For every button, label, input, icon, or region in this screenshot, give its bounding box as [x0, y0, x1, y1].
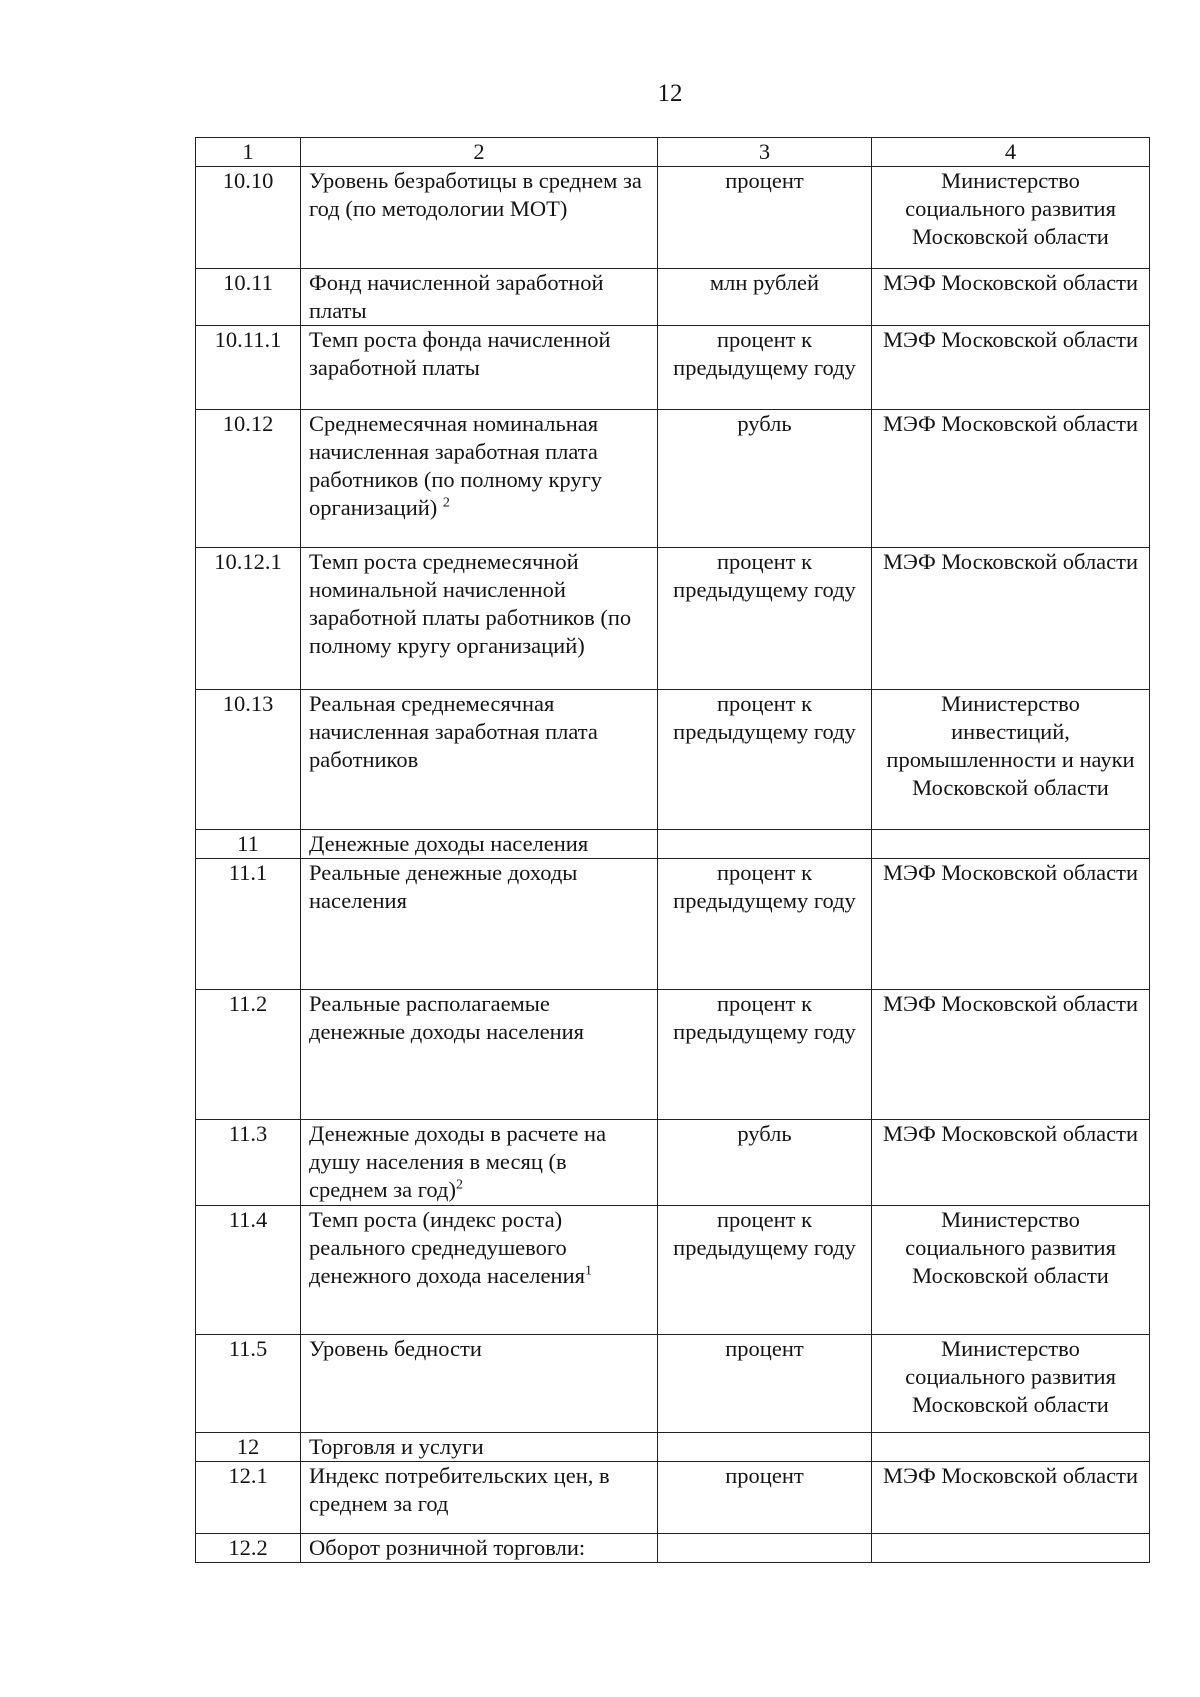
data-source: МЭФ Московской области	[872, 326, 1150, 410]
data-source: Министерство социального развития Московской области	[872, 1206, 1150, 1335]
table-row	[196, 548, 1150, 690]
unit: процент к предыдущему году	[658, 859, 872, 990]
indicator-name: Реальная среднемесячная начисленная заработная плата работников	[301, 690, 658, 830]
data-source: МЭФ Московской области	[872, 269, 1150, 326]
indicator-name: Индекс потребительских цен, в среднем за год	[301, 1462, 658, 1534]
footnote-marker: 1	[584, 1263, 592, 1279]
unit	[658, 1433, 872, 1462]
indicator-name: Темп роста среднемесячной номинальной начисленной заработной платы работников (по полному кругу организаций)	[301, 548, 658, 690]
table-row	[196, 1206, 1150, 1335]
unit: процент к предыдущему году	[658, 690, 872, 830]
data-source: МЭФ Московской области	[872, 548, 1150, 690]
row-number: 11.2	[196, 990, 301, 1120]
row-number: 12.1	[196, 1462, 301, 1534]
indicator-name: Уровень безработицы в среднем за год (по методологии МОТ)	[301, 167, 658, 269]
table-row	[196, 690, 1150, 830]
indicators-table	[195, 137, 1150, 1563]
unit: рубль	[658, 1120, 872, 1206]
row-number: 11.5	[196, 1335, 301, 1433]
indicator-name	[301, 1120, 658, 1206]
unit	[658, 1534, 872, 1563]
table-row	[196, 410, 1150, 548]
data-source: МЭФ Московской области	[872, 1462, 1150, 1534]
indicator-text: Темп роста (индекс роста) реального среднедушевого денежного дохода населения	[309, 1207, 585, 1288]
table-row	[196, 859, 1150, 990]
unit: процент к предыдущему году	[658, 548, 872, 690]
indicator-name: Темп роста фонда начисленной заработной платы	[301, 326, 658, 410]
indicator-name: Фонд начисленной заработной платы	[301, 269, 658, 326]
table-row	[196, 1335, 1150, 1433]
header-col-2: 2	[301, 138, 658, 167]
data-source: Министерство социального развития Московской области	[872, 167, 1150, 269]
row-number: 12	[196, 1433, 301, 1462]
indicator-text: Среднемесячная номинальная начисленная заработная плата работников (по полному кругу организаций)	[309, 411, 603, 520]
indicator-name: Оборот розничной торговли:	[301, 1534, 658, 1563]
section-row	[196, 1433, 1150, 1462]
table-header-row	[196, 138, 1150, 167]
header-col-1: 1	[196, 138, 301, 167]
unit: процент	[658, 167, 872, 269]
indicator-name: Реальные денежные доходы населения	[301, 859, 658, 990]
unit: процент	[658, 1335, 872, 1433]
row-number: 11	[196, 830, 301, 859]
unit: процент к предыдущему году	[658, 1206, 872, 1335]
row-number: 10.12	[196, 410, 301, 548]
unit: рубль	[658, 410, 872, 548]
unit: процент к предыдущему году	[658, 326, 872, 410]
row-number: 11.3	[196, 1120, 301, 1206]
table-row	[196, 1462, 1150, 1534]
table-row	[196, 1120, 1150, 1206]
row-number: 10.10	[196, 167, 301, 269]
data-source: Министерство социального развития Московской области	[872, 1335, 1150, 1433]
data-source: МЭФ Московской области	[872, 1120, 1150, 1206]
row-number: 12.2	[196, 1534, 301, 1563]
table-row	[196, 167, 1150, 269]
data-source: Министерство инвестиций, промышленности и науки Московской области	[872, 690, 1150, 830]
footnote-marker: 2	[442, 495, 450, 511]
unit: процент	[658, 1462, 872, 1534]
data-source: МЭФ Московской области	[872, 410, 1150, 548]
indicator-name: Реальные располагаемые денежные доходы населения	[301, 990, 658, 1120]
data-source	[872, 1433, 1150, 1462]
unit: процент к предыдущему году	[658, 990, 872, 1120]
indicator-name	[301, 410, 658, 548]
data-source: МЭФ Московской области	[872, 990, 1150, 1120]
section-title: Торговля и услуги	[301, 1433, 658, 1462]
data-source: МЭФ Московской области	[872, 859, 1150, 990]
indicator-text: Денежные доходы в расчете на душу населения в месяц (в среднем за год)	[309, 1121, 607, 1202]
header-col-4: 4	[872, 138, 1150, 167]
header-col-3: 3	[658, 138, 872, 167]
indicator-name: Уровень бедности	[301, 1335, 658, 1433]
table-row	[196, 326, 1150, 410]
unit	[658, 830, 872, 859]
footnote-marker: 2	[455, 1177, 463, 1193]
unit: млн рублей	[658, 269, 872, 326]
row-number: 10.13	[196, 690, 301, 830]
row-number: 11.4	[196, 1206, 301, 1335]
section-row	[196, 830, 1150, 859]
row-number: 10.11	[196, 269, 301, 326]
row-number: 10.11.1	[196, 326, 301, 410]
table-row	[196, 990, 1150, 1120]
page-number: 12	[657, 80, 683, 107]
table-row	[196, 269, 1150, 326]
data-source	[872, 1534, 1150, 1563]
section-title: Денежные доходы населения	[301, 830, 658, 859]
table-row	[196, 1534, 1150, 1563]
data-source	[872, 830, 1150, 859]
row-number: 11.1	[196, 859, 301, 990]
indicator-name	[301, 1206, 658, 1335]
row-number: 10.12.1	[196, 548, 301, 690]
